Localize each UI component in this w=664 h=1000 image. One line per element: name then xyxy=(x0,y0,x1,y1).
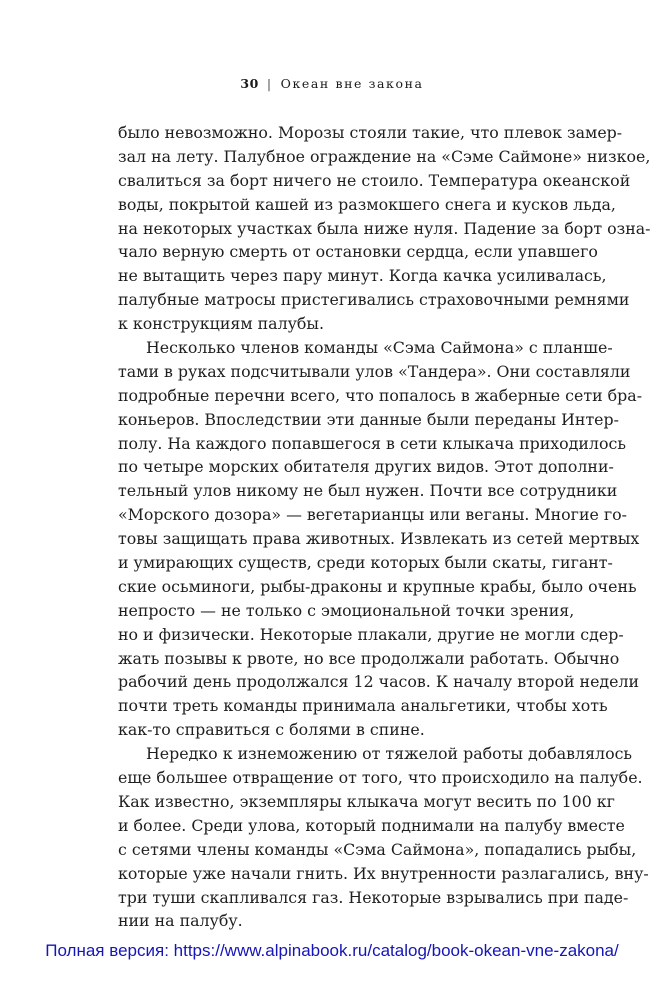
text-line: тами в руках подсчитывали улов «Тандера». Они составляли xyxy=(118,361,631,381)
text-line: свалиться за борт ничего не стоило. Температура океанской xyxy=(118,170,631,190)
text-line: как-то справиться с болями в спине. xyxy=(118,720,425,740)
text-line: подробные перечни всего, что попалось в жаберные сети бра- xyxy=(118,385,643,405)
text-line: нии на палубу. xyxy=(118,911,243,931)
text-line: по четыре морских обитателя других видов. Этот дополни- xyxy=(118,457,614,477)
text-line: Как известно, экземпляры клыкача могут весить по 100 кг xyxy=(118,791,615,811)
text-line: товы защищать права животных. Извлекать из сетей мертвых xyxy=(118,529,640,549)
header-separator: | xyxy=(266,76,273,91)
text-line: на некоторых участках была ниже нуля. Падение за борт озна- xyxy=(118,218,651,238)
text-line: но и физически. Некоторые плакали, другие не могли сдер- xyxy=(118,624,624,644)
full-version-link[interactable]: Полная версия: https://www.alpinabook.ru/catalog/book-okean-vne-zakona/ xyxy=(45,941,619,960)
text-line: не вытащить через пару минут. Когда качка усиливалась, xyxy=(118,266,607,286)
text-line: Нередко к изнеможению от тяжелой работы добавлялось xyxy=(146,744,633,764)
text-line: с сетями члены команды «Сэма Саймона», попадались рыбы, xyxy=(118,839,637,859)
text-line: непросто — не только с эмоциональной точки зрения, xyxy=(118,600,575,620)
text-line: которые уже начали гнить. Их внутренности разлагались, вну- xyxy=(118,863,649,883)
text-line: тельный улов никому не был нужен. Почти все сотрудники xyxy=(118,481,618,501)
text-line: палубные матросы пристегивались страховочными ремнями xyxy=(118,290,630,310)
text-line: почти треть команды принимала анальгетики, чтобы хоть xyxy=(118,696,608,716)
text-line: жать позывы к рвоте, но все продолжали работать. Обычно xyxy=(118,648,620,668)
running-header xyxy=(0,76,664,91)
text-line: Несколько членов команды «Сэма Саймона» с планше- xyxy=(146,338,613,358)
text-line: к конструкциям палубы. xyxy=(118,314,325,334)
text-line: еще большее отвращение от того, что происходило на палубе. xyxy=(118,768,643,788)
text-line: коньеров. Впоследствии эти данные были переданы Интер- xyxy=(118,409,619,429)
text-line: «Морского дозора» — вегетарианцы или веганы. Многие го- xyxy=(118,505,627,525)
text-line: ские осьминоги, рыбы-драконы и крупные крабы, было очень xyxy=(118,576,637,596)
text-line: было невозможно. Морозы стояли такие, что плевок замер- xyxy=(118,123,623,142)
text-line: воды, покрытой кашей из размокшего снега и кусков льда, xyxy=(118,194,616,214)
text-line: рабочий день продолжался 12 часов. К началу второй недели xyxy=(118,672,640,692)
text-line: полу. На каждого попавшегося в сети клыкача приходилось xyxy=(118,433,626,453)
text-line: чало верную смерть от остановки сердца, если упавшего xyxy=(118,242,598,262)
body-text xyxy=(118,121,651,933)
text-line: и умирающих существ, среди которых были скаты, гигант- xyxy=(118,553,613,573)
book-title: Океан вне закона xyxy=(280,76,424,91)
page-number: 30 xyxy=(240,76,259,91)
text-line: и более. Среди улова, который поднимали на палубу вместе xyxy=(118,815,625,835)
text-line: три туши скапливался газ. Некоторые взрывались при паде- xyxy=(118,887,629,907)
text-line: зал на лету. Палубное ограждение на «Сэме Саймоне» низкое, xyxy=(118,146,651,166)
